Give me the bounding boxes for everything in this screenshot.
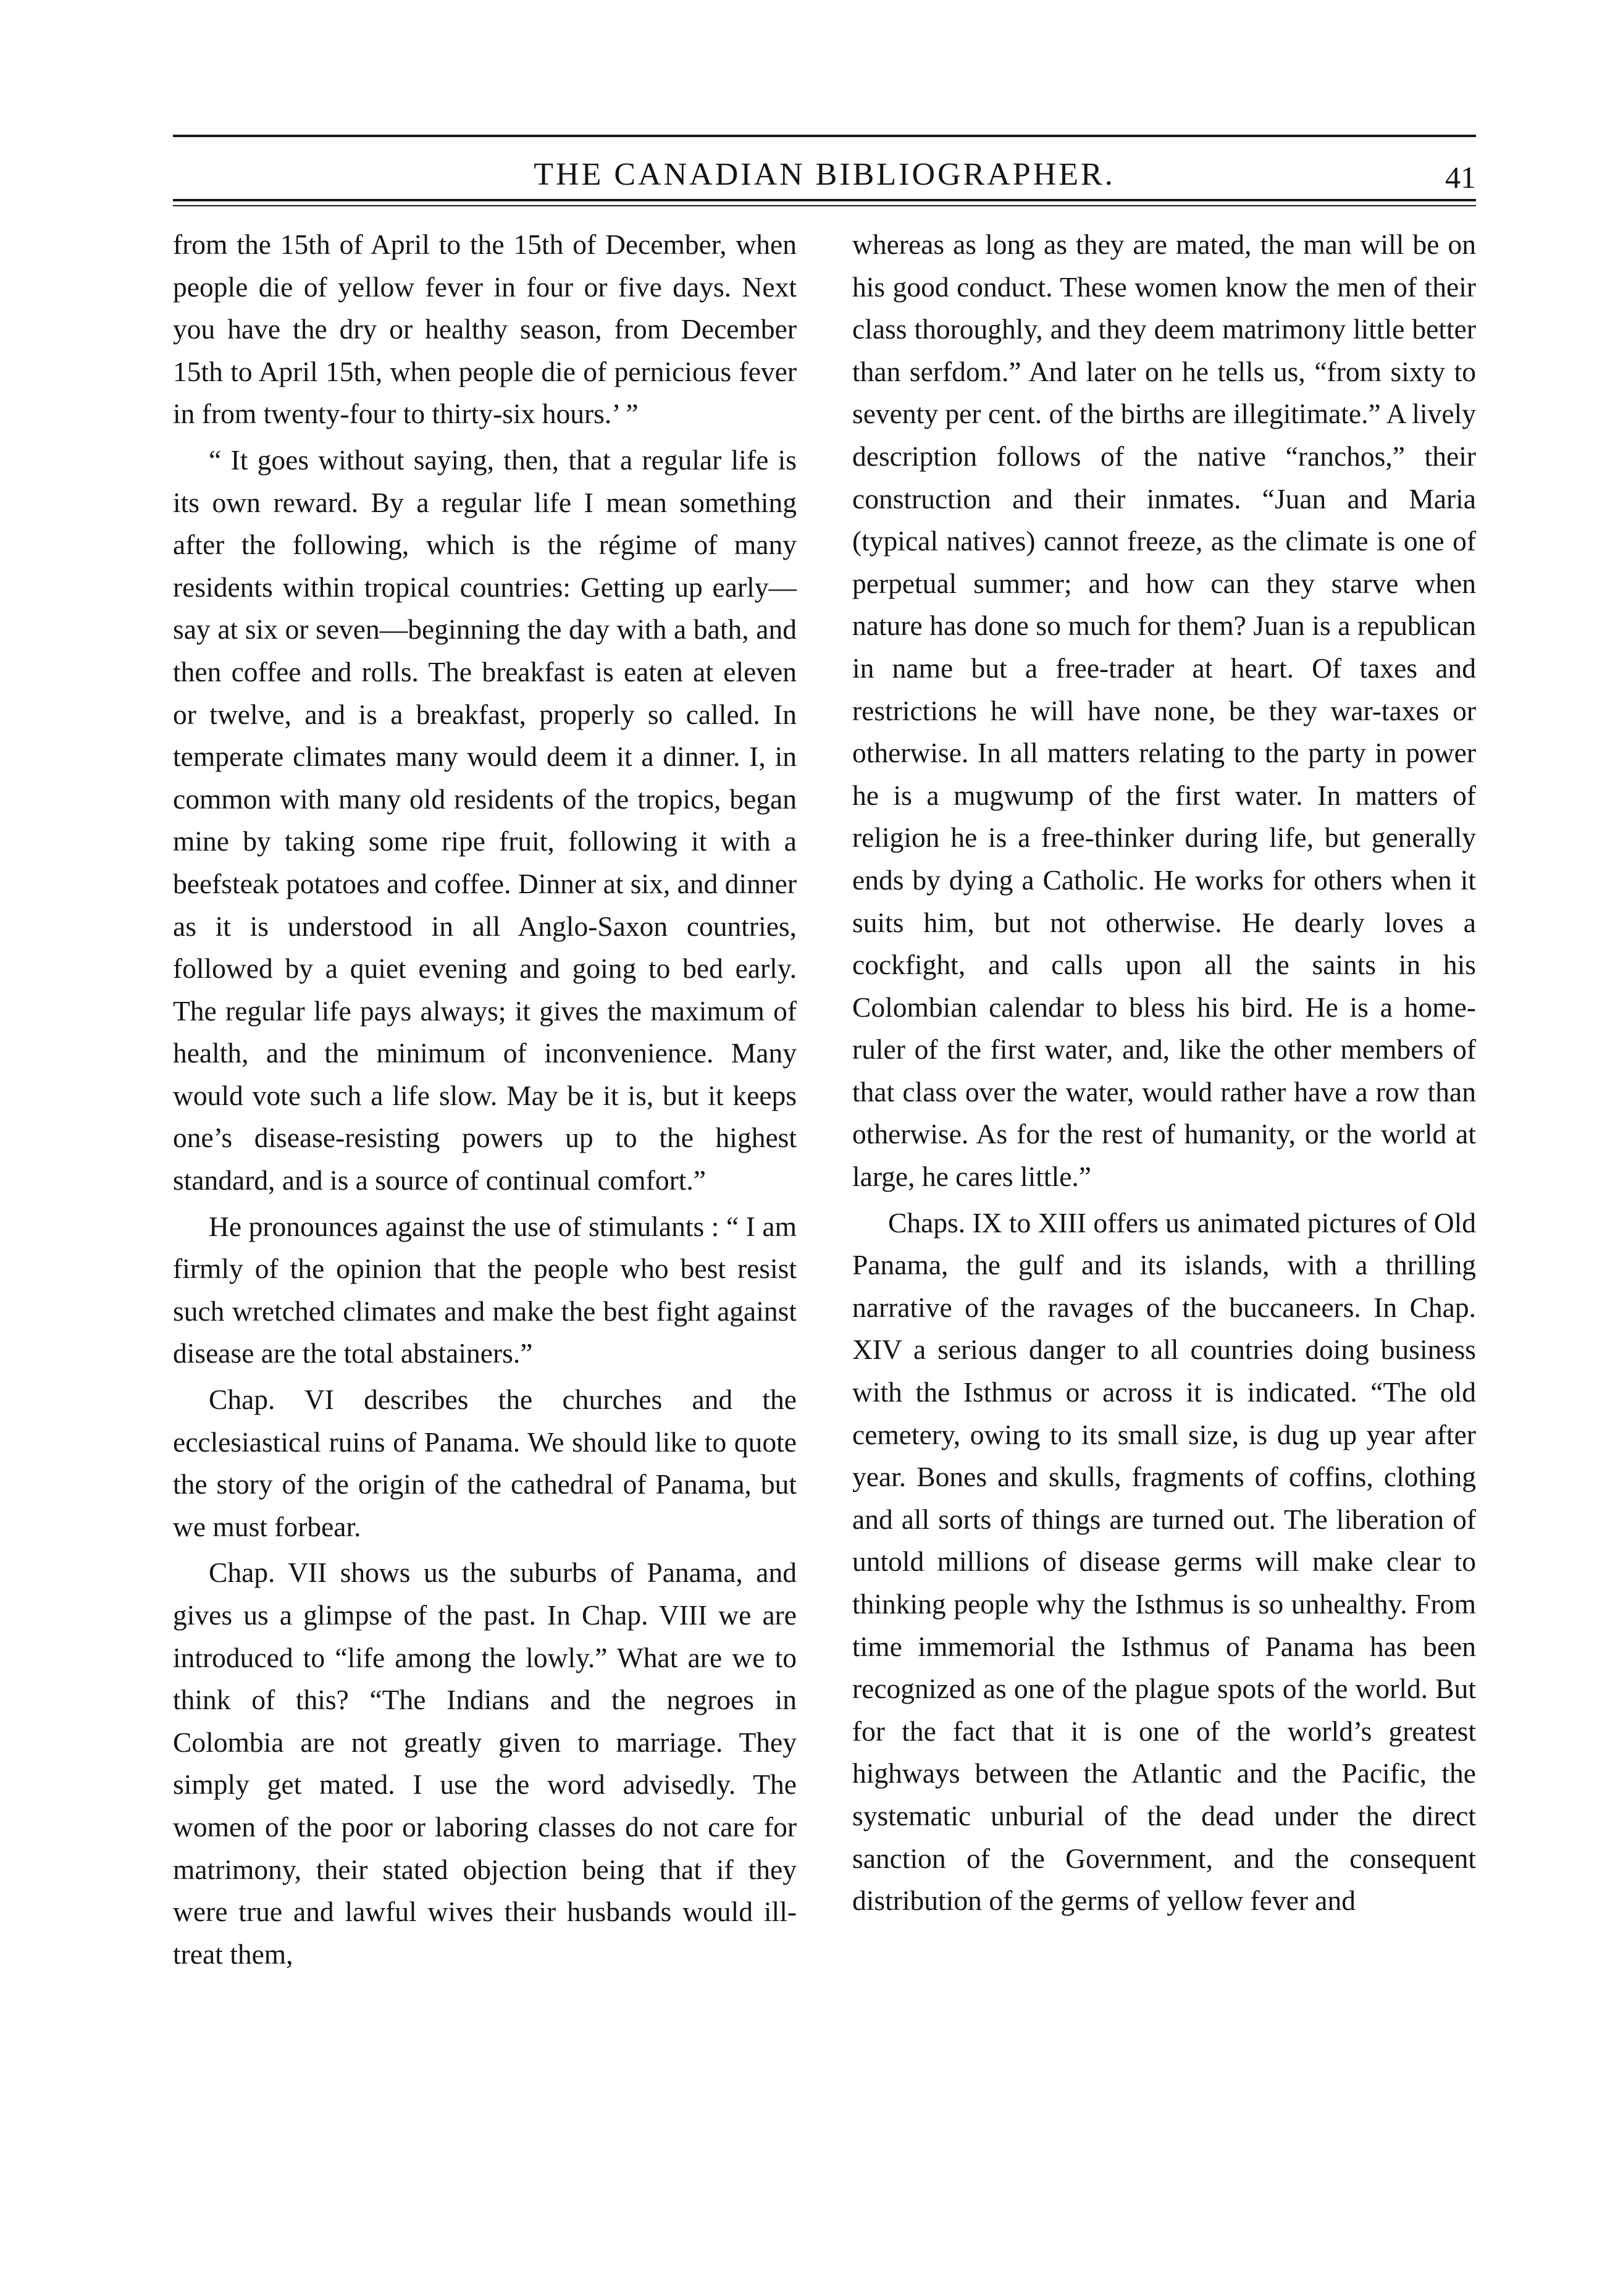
paragraph: from the 15th of April to the 15th of December, when people die of yellow fever in four or five days. Next you have the dry or healthy season, from December 15th to April 15th, when people die of pernicious fever in from twenty-four to thirty-six hours.’ ” [173,229,797,430]
header-bottom-rule [173,199,1476,201]
running-title: THE CANADIAN BIBLIOGRAPHER. [534,157,1115,192]
left-column [173,224,797,1975]
paragraph: Chap. VI describes the churches and the ecclesiastical ruins of Panama. We should like to quote the story of the origin of the cathedral of Panama, but we must forbear. [173,1384,797,1542]
page-number: 41 [1445,160,1476,195]
paragraph: whereas as long as they are mated, the man will be on his good conduct. These women know the men of their class thoroughly, and they deem matrimony little better than serfdom.” And later on he tells us, “from sixty to seventy per cent. of the births are illegitimate.” A lively description follows of the native “ranchos,” their construction and their inmates. “Juan and Maria (typical natives) cannot freeze, as the climate is one of perpetual summer; and how can they starve when nature has done so much for them? Juan is a republican in name but a free-trader at heart. Of taxes and restrictions he will have none, be they war-taxes or otherwise. In all matters relating to the party in power he is a mugwump of the first water. In matters of religion he is a free-thinker during life, but generally ends by dying a Catholic. He works for others when it suits him, but not otherwise. He dearly loves a cockfight, and calls upon all the saints in his Colombian calendar to bless his bird. He is a home-ruler of the first water, and, like the other members of that class over the water, would rather have a row than otherwise. As for the rest of humanity, or the world at large, he cares little.” [852,229,1476,1193]
paragraph: “ It goes without saying, then, that a regular life is its own reward. By a regular life I mean something after the following, which is the régime of many residents within tropical countries: Getting up early—say at six or seven—beginning the day with a bath, and then coffee and rolls. The breakfast is eaten at eleven or twelve, and is a breakfast, properly so called. In temperate climates many would deem it a dinner. I, in common with many old residents of the tropics, began mine by taking some ripe fruit, following it with a beefsteak potatoes and coffee. Dinner at six, and dinner as it is understood in all Anglo-Saxon countries, followed by a quiet evening and going to bed early. The regular life pays always; it gives the maximum of health, and the minimum of inconvenience. Many would vote such a life slow. May be it is, but it keeps one’s disease-resisting powers up to the highest standard, and is a source of continual comfort.” [173,444,797,1196]
paragraph: Chap. VII shows us the suburbs of Panama, and gives us a glimpse of the past. In Chap. VIII we are introduced to “life among the lowly.” What are we to think of this? “The Indians and the negroes in Colombia are not greatly given to marriage. They simply get mated. I use the word advisedly. The women of the poor or laboring classes do not care for matrimony, their stated objection being that if they were true and lawful wives their husbands would ill-treat them, [173,1557,797,1970]
right-column [852,224,1476,1922]
paragraph: Chaps. IX to XIII offers us animated pictures of Old Panama, the gulf and its islands, with a thrilling narrative of the ravages of the buccaneers. In Chap. XIV a serious danger to all countries doing business with the Isthmus or across it is indicated. “The old cemetery, owing to its small size, is dug up year after year. Bones and skulls, fragments of coffins, clothing and all sorts of things are turned out. The liberation of untold millions of disease germs will make clear to thinking people why the Isthmus is so unhealthy. From time immemorial the Isthmus of Panama has been recognized as one of the plague spots of the world. But for the fact that it is one of the world’s greatest highways between the Atlantic and the Pacific, the systematic unburial of the dead under the direct sanction of the Government, and the consequent distribution of the germs of yellow fever and [852,1206,1476,1917]
paragraph: He pronounces against the use of stimulants : “ I am firmly of the opinion that the people who best resist such wretched climates and make the best fight against disease are the total abstainers.” [173,1210,797,1369]
header-bottom-rule-thin [173,205,1476,206]
running-header [173,153,1476,196]
header-top-rule [173,135,1476,137]
